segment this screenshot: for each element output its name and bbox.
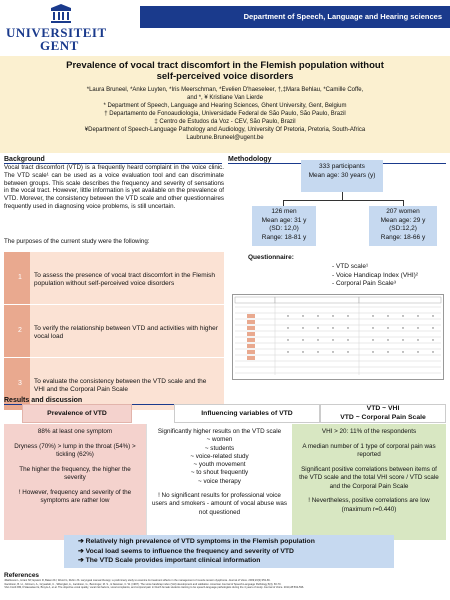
conclusion-item <box>78 537 394 547</box>
aim-number: 2 <box>4 305 36 357</box>
influence-item: ~ to shout frequently <box>190 469 249 477</box>
influence-item: ~ women <box>206 436 233 444</box>
women-count: 207 women <box>386 208 420 215</box>
col-consistency-title-1: VTD ~ VHI <box>366 405 400 412</box>
consistency-item: A median number of 1 type of corporal pain was reported <box>302 442 436 458</box>
conclusion-item <box>78 547 394 557</box>
tree-connector <box>342 192 343 200</box>
reference-item: ³Van Cordt RM, D'Haeseleer E, Bruyts A, et al. The objective vocal quality, vocal risk factors, vocal complaints, and corporal pain in Dutch female students training to be speech-language pathologists during the 4 years of study. Journal of Voice. 2014;28:592-596. <box>4 586 305 589</box>
aim-text-box <box>30 305 224 357</box>
aim-text: To verify the relationship between VTD and activities with higher vocal load <box>34 324 218 340</box>
participants-count: 333 participants <box>319 163 365 170</box>
poster-header <box>0 0 450 55</box>
aim-1 <box>4 252 224 304</box>
arrow-right-icon: ➔ <box>78 538 84 545</box>
prevalence-item: 88% at least one symptom <box>37 428 113 435</box>
conclusion-item <box>78 556 394 566</box>
col-influence-body <box>146 424 292 540</box>
logo-line-2: GENT <box>40 38 79 53</box>
aim-number: 1 <box>4 252 36 304</box>
references-list <box>4 579 446 590</box>
affiliation-1: * Department of Speech, Language and Hearing Sciences, Ghent University, Gent, Belgium <box>103 103 347 109</box>
arrow-right-icon: ➔ <box>78 547 84 555</box>
participants-age: Mean age: 30 years (y) <box>308 171 376 179</box>
questionnaire-table-illustration <box>233 295 443 379</box>
influence-item: ~ youth movement <box>193 461 246 469</box>
references-heading: References <box>4 572 40 579</box>
department-banner: Department of Speech, Language and Hearing sciences <box>140 6 450 28</box>
col-consistency-title-2: VTD ~ Corporal Pain Scale <box>340 413 426 421</box>
women-range: Range: 18-66 y <box>380 233 426 241</box>
influence-item: ! No significant results for professional voice users and smokers - amount of vocal abuse was not questioned <box>151 492 288 516</box>
men-count: 126 men <box>271 208 297 215</box>
contact-email: Laubrune.Bruneel@ugent.be <box>186 135 264 141</box>
poster-title-line-2: self-perceived voice disorders <box>156 71 294 82</box>
participants-box <box>301 160 383 192</box>
university-logo <box>6 4 111 54</box>
questionnaire-form-image <box>232 294 444 380</box>
consistency-item: Significant positive correlations between items of the VTD scale and the total VHI score / VTD scale and the Corporal Pain Scale <box>299 465 439 490</box>
conclusions-box <box>64 535 394 568</box>
affiliation-2: † Departamento de Fonoaudiologia, Universidade Federal de São Paulo, São Paulo, Brazil <box>104 111 346 117</box>
aim-text: To assess the presence of vocal tract discomfort in the Flemish population without self-perceived voice disorders <box>34 271 215 287</box>
col-consistency-title <box>320 404 446 423</box>
methodology-heading: Methodology <box>228 156 272 163</box>
col-prevalence-title-text: Prevalence of VTD <box>47 410 107 417</box>
prevalence-item: ! However, frequency and severity of the symptoms are rather low <box>18 488 132 504</box>
arrow-right-icon: ➔ <box>78 557 84 564</box>
prevalence-item: The higher the frequency, the higher the severity <box>19 465 131 481</box>
consistency-item: VHI > 20: 11% of the respondents <box>321 428 417 435</box>
men-sd: (SD: 12,0) <box>269 225 299 232</box>
aim-text: To evaluate the consistency between the VTD scale and the VHI and the Corporal Pain Scale <box>34 377 207 393</box>
conclusion-text: Vocal load seems to influence the frequency and severity of VTD <box>85 547 294 555</box>
logo-line-1: UNIVERSITEIT <box>6 25 107 40</box>
men-age: Mean age: 31 y <box>261 216 307 224</box>
affiliation-3: ‡ Centro de Estudos da Voz - CEV, São Paulo, Brazil <box>154 119 296 125</box>
authors-line-1: *Laura Bruneel, *Anke Luyten, *Iris Meerschman, *Evelien D'haeseleer, †,‡Mara Behlau, *Camille Coffe, <box>86 87 364 93</box>
university-seal-icon <box>50 4 72 24</box>
col-influence-title <box>174 404 320 423</box>
questionnaire-list <box>332 263 418 289</box>
authors-line-2: and *, ¥ Kristiane Van Lierde <box>187 95 263 101</box>
influence-item: ~ voice-related study <box>190 452 249 460</box>
reference-item: ¹Mathieson L, Hirani SP, Epstein R, Baken RJ, Wood G, Rubin JS. Laryngeal manual therapy: a preliminary study to examine its treatment effects in the management of muscle tension dysphonia. Journal of Voice. 2009;23(3):353-66. <box>4 579 271 582</box>
questionnaire-item: - VTD scale¹ <box>332 263 369 270</box>
col-prevalence-title <box>22 404 132 423</box>
influence-item: ~ students <box>204 444 235 452</box>
men-box <box>252 206 316 246</box>
affiliation-4: ¥Department of Speech-Language Pathology and Audiology, University Of Pretoria, Pretoria, South-Africa <box>84 127 366 133</box>
col-prevalence-body <box>4 424 146 540</box>
aim-text-box <box>30 252 224 304</box>
questionnaire-item: - Voice Handicap Index (VHI)² <box>332 271 418 279</box>
conclusion-text: The VTD Scale provides important clinical information <box>85 557 261 564</box>
tree-connector <box>283 200 403 201</box>
prevalence-item: Dryness (70%) > lump in the throat (54%) > tickling (62%) <box>14 442 136 458</box>
women-age: Mean age: 29 y <box>380 216 426 224</box>
results-heading: Results and discussion <box>4 397 83 404</box>
consistency-item: ! Nevertheless, positive correlations are low (maximum r=0.440) <box>308 497 430 513</box>
questionnaire-heading: Questionnaire: <box>248 254 294 261</box>
men-range: Range: 18-81 y <box>261 233 307 241</box>
poster-title-line-1: Prevalence of vocal tract discomfort in the Flemish population without <box>66 60 384 71</box>
col-consistency-body <box>292 424 446 540</box>
conclusion-text: Relatively high prevalence of VTD symptoms in the Flemish population <box>85 538 315 545</box>
influence-item: Significantly higher results on the VTD scale <box>157 428 282 435</box>
aim-2 <box>4 305 224 357</box>
background-heading: Background <box>4 156 45 163</box>
col-influence-title-text: Influencing variables of VTD <box>201 410 293 417</box>
women-sd: (SD:12,2) <box>389 225 417 232</box>
background-text: Vocal tract discomfort (VTD) is a frequently heard complaint in the voice clinic. The VTD scale¹ can be used as a voice evaluation tool and can discriminate between groups. This scale describes the frequency and severity of sensations in the vocal tract. However, little information is yet available on the prevalence of VTD. Morever, the consistency between the VTD scale and other questionnaires frequently used in diagnosing voice problems, is still uncertain. <box>4 164 224 210</box>
questionnaire-item: - Corporal Pain Scale³ <box>332 280 396 287</box>
influence-item: ~ voice therapy <box>198 477 241 485</box>
purpose-text: The purposes of the current study were the following: <box>4 238 150 245</box>
title-block <box>0 56 450 153</box>
women-box <box>369 206 437 246</box>
aim-number: 3 <box>4 358 36 410</box>
reference-item: ²Jacobson, B. H., Johnson, A., Grywalski, C., Silbergleit, A., Jacobson, G., Benninger, M. S., & Newman, C. W. (1997). The voice handicap index (VHI) development and validation. American Journal of Speech-Language Pathology,6(3), 66-70. <box>4 582 282 586</box>
